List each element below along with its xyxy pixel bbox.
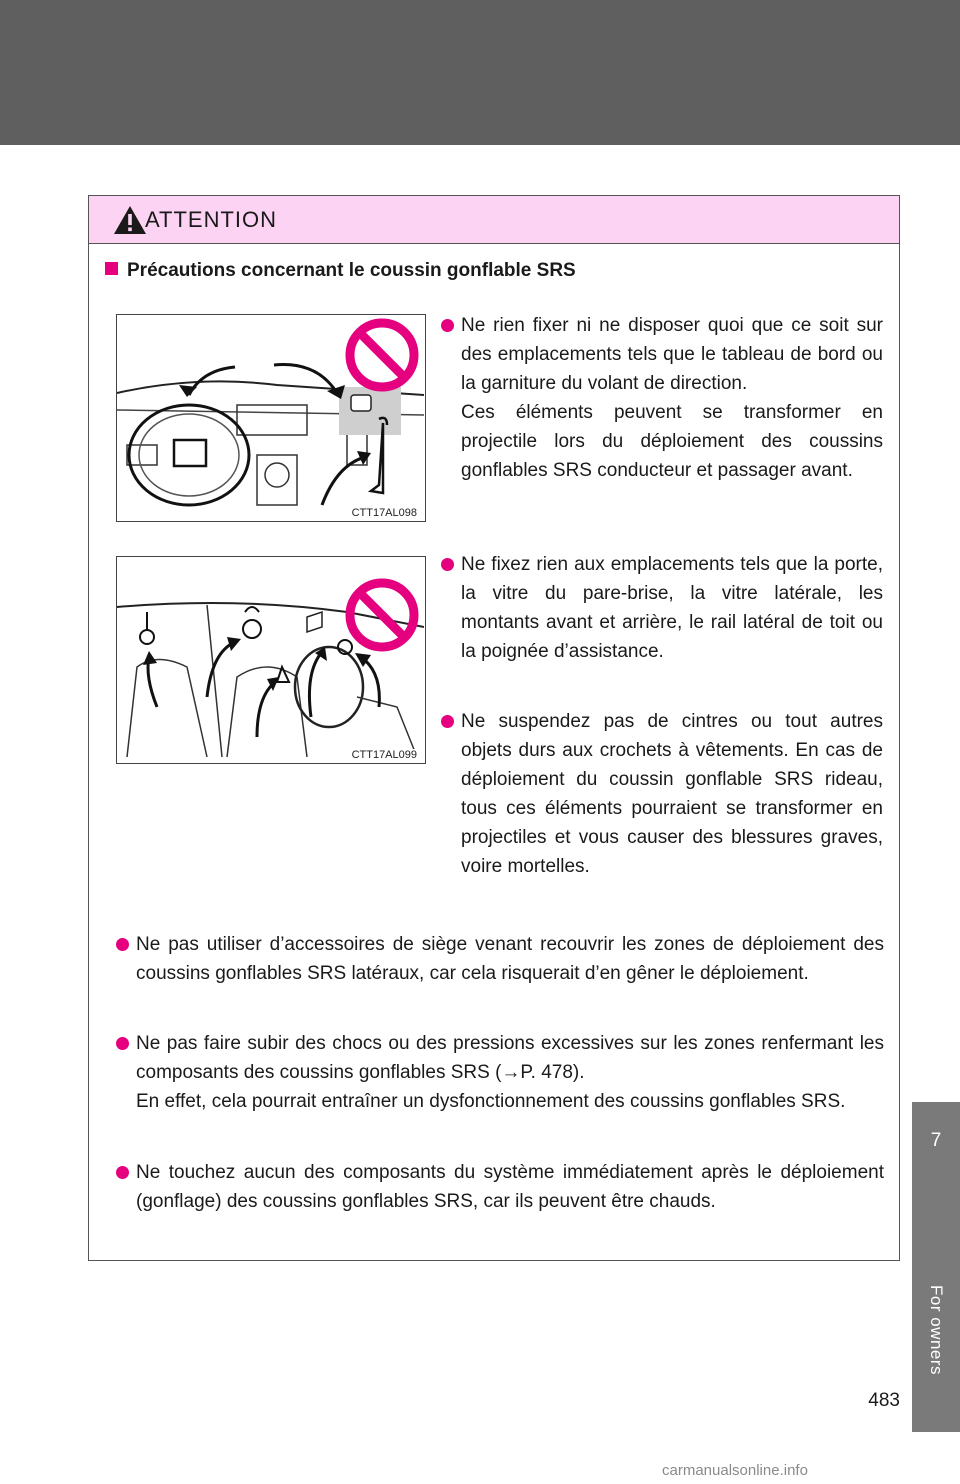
round-bullet-icon <box>441 558 454 571</box>
round-bullet-icon <box>441 319 454 332</box>
list-item: Ne fixez rien aux emplacements tels que la porte, la vitre du pare-brise, la vitre latérale, les montants avant et arrière, le rail latéral de toit ou la poignée d’assistance. <box>441 550 883 666</box>
list-item: Ne pas faire subir des chocs ou des pressions excessives sur les zones renfermant les composants des coussins gonflables SRS (→P. 478). En effet, cela pourrait entraîner un dysfonctionnement des coussins gonflables SRS. <box>116 1029 884 1116</box>
dashboard-illustration <box>117 315 424 520</box>
figure-dashboard <box>116 314 426 522</box>
list-item: Ne rien fixer ni ne disposer quoi que ce soit sur des emplacements tels que le tableau de bord ou la garniture du volant de direction. Ces éléments peuvent se transformer en projectile lors du déploiement des coussins gonflables SRS conducteur et passager avant. <box>441 311 883 485</box>
page-header-band <box>0 0 960 145</box>
page-number: 483 <box>868 1390 900 1411</box>
round-bullet-icon <box>116 938 129 951</box>
attention-title: ATTENTION <box>145 207 278 232</box>
warning-triangle-icon <box>113 205 147 235</box>
figure-code: CTT17AL099 <box>351 749 417 761</box>
list-item: Ne suspendez pas de cintres ou tout autres objets durs aux crochets à vêtements. En cas de déploiement du coussin gonflable SRS rideau, tous ces éléments pourraient se transformer en projectiles et vous causer des blessures graves, voire mortelles. <box>441 707 883 881</box>
chapter-number: 7 <box>930 1130 942 1151</box>
section-heading: Précautions concernant le coussin gonflable SRS <box>105 260 576 282</box>
figure-interior <box>116 556 426 764</box>
round-bullet-icon <box>116 1166 129 1179</box>
attention-box <box>88 195 900 1261</box>
list-item: Ne touchez aucun des composants du système immédiatement après le déploiement (gonflage) des coussins gonflables SRS, car ils peuvent être chauds. <box>116 1158 884 1216</box>
figure-code: CTT17AL098 <box>351 507 417 519</box>
round-bullet-icon <box>116 1037 129 1050</box>
list-item: Ne pas utiliser d’accessoires de siège venant recouvrir les zones de déploiement des coussins gonflables SRS latéraux, car cela risquerait d’en gêner le déploiement. <box>116 930 884 988</box>
watermark: carmanualsonline.info <box>662 1462 808 1479</box>
chapter-title: For owners <box>927 1284 946 1376</box>
interior-illustration <box>117 557 424 762</box>
attention-header <box>89 196 899 244</box>
square-bullet-icon <box>105 262 118 275</box>
round-bullet-icon <box>441 715 454 728</box>
